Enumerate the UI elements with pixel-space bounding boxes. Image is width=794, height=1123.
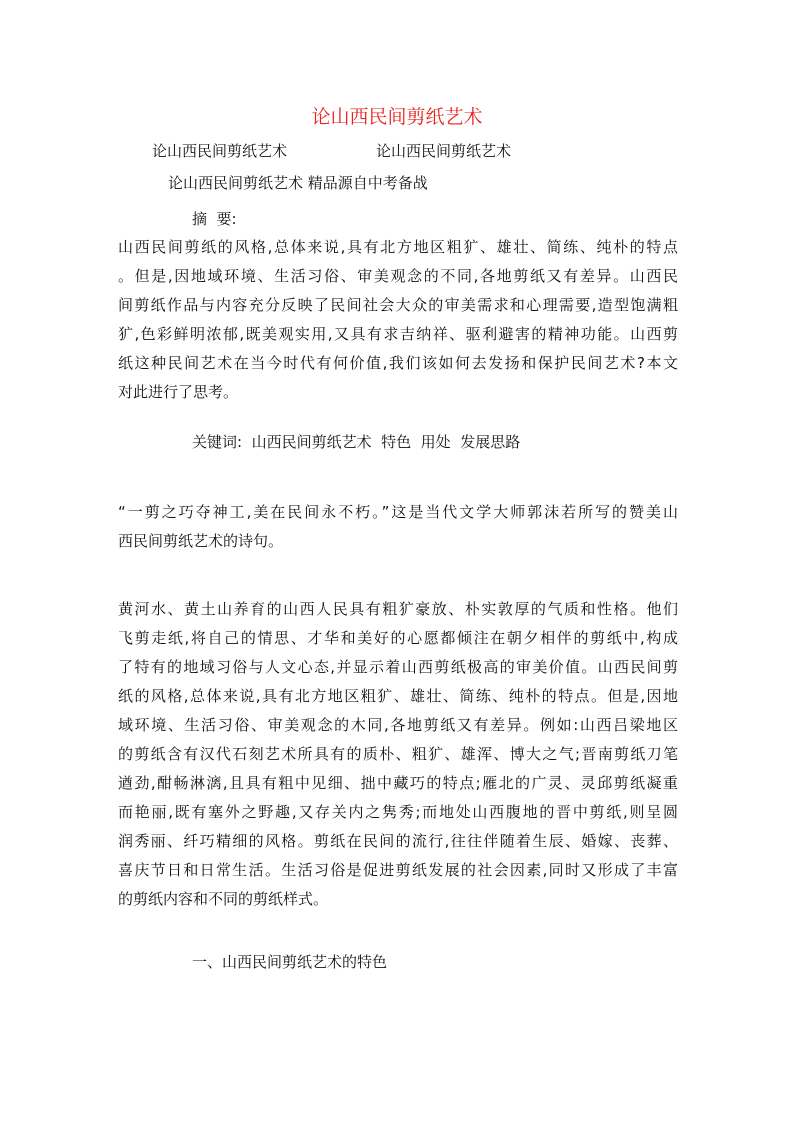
section-heading: 一、山西民间剪纸艺术的特色 bbox=[192, 953, 388, 971]
abstract-label: 摘 要: bbox=[192, 210, 237, 228]
abstract-line: 犷,色彩鲜明浓郁,既美观实用,又具有求吉纳祥、驱利避害的精神功能。山西剪 bbox=[118, 325, 678, 343]
body-line: 飞剪走纸,将自己的情思、才华和美好的心愿都倾注在朝夕相伴的剪纸中,构成 bbox=[118, 629, 678, 647]
body-line: 了特有的地域习俗与人文心态,并显示着山西剪纸极高的审美价值。山西民间剪 bbox=[118, 658, 678, 676]
abstract-paragraph bbox=[118, 233, 678, 407]
body-line: 纸的风格,总体来说,具有北方地区粗犷、雄壮、简练、纯朴的特点。但是,因地 bbox=[118, 687, 678, 705]
abstract-line: 纸这种民间艺术在当今时代有何价值,我们该如何去发扬和保护民间艺术?本文 bbox=[118, 354, 678, 372]
body-line: 遒劲,酣畅淋漓,且具有粗中见细、拙中藏巧的特点;雁北的广灵、灵邱剪纸凝重 bbox=[118, 774, 678, 792]
body-line: 域环境、生活习俗、审美观念的木同,各地剪纸又有差异。例如:山西吕梁地区 bbox=[118, 716, 678, 734]
abstract-line: 间剪纸作品与内容充分反映了民间社会大众的审美需求和心理需要,造型饱满粗 bbox=[118, 296, 678, 314]
subtitle-3: 论山西民间剪纸艺术 精品源自中考备战 bbox=[168, 174, 428, 192]
quote-line: 西民间剪纸艺术的诗句。 bbox=[118, 532, 284, 550]
document-title: 论山西民间剪纸艺术 bbox=[311, 106, 483, 128]
abstract-line: 山西民间剪纸的风格,总体来说,具有北方地区粗犷、雄壮、简练、纯朴的特点 bbox=[118, 238, 678, 256]
keywords-line: 关键词: 山西民间剪纸艺术 特色 用处 发展思路 bbox=[192, 433, 521, 451]
body-line: 的剪纸内容和不同的剪纸样式。 bbox=[118, 890, 329, 908]
body-line: 的剪纸含有汉代石刻艺术所具有的质朴、粗犷、雄浑、博大之气;晋南剪纸刀笔 bbox=[118, 745, 678, 763]
body-line: 黄河水、黄土山养育的山西人民具有粗犷豪放、朴实敦厚的气质和性格。他们 bbox=[118, 600, 678, 618]
body-paragraph bbox=[118, 595, 678, 914]
subtitle-2: 论山西民间剪纸艺术 bbox=[376, 142, 512, 160]
quote-line: “一剪之巧夺神工,美在民间永不朽。”这是当代文学大师郭沫若所写的赞美山 bbox=[118, 503, 678, 521]
body-line: 而艳丽,既有塞外之野趣,又存关内之隽秀;而地处山西腹地的晋中剪纸,则呈圆 bbox=[118, 803, 678, 821]
subtitle-1: 论山西民间剪纸艺术 bbox=[152, 142, 288, 160]
body-line: 喜庆节日和日常生活。生活习俗是促进剪纸发展的社会因素,同时又形成了丰富 bbox=[118, 861, 678, 879]
abstract-line: 。但是,因地域环境、生活习俗、审美观念的不同,各地剪纸又有差异。山西民 bbox=[118, 267, 678, 285]
body-line: 润秀丽、纤巧精细的风格。剪纸在民间的流行,往往伴随着生辰、婚嫁、丧葬、 bbox=[118, 832, 678, 850]
quote-paragraph bbox=[118, 498, 678, 556]
abstract-line: 对此进行了思考。 bbox=[118, 383, 239, 401]
